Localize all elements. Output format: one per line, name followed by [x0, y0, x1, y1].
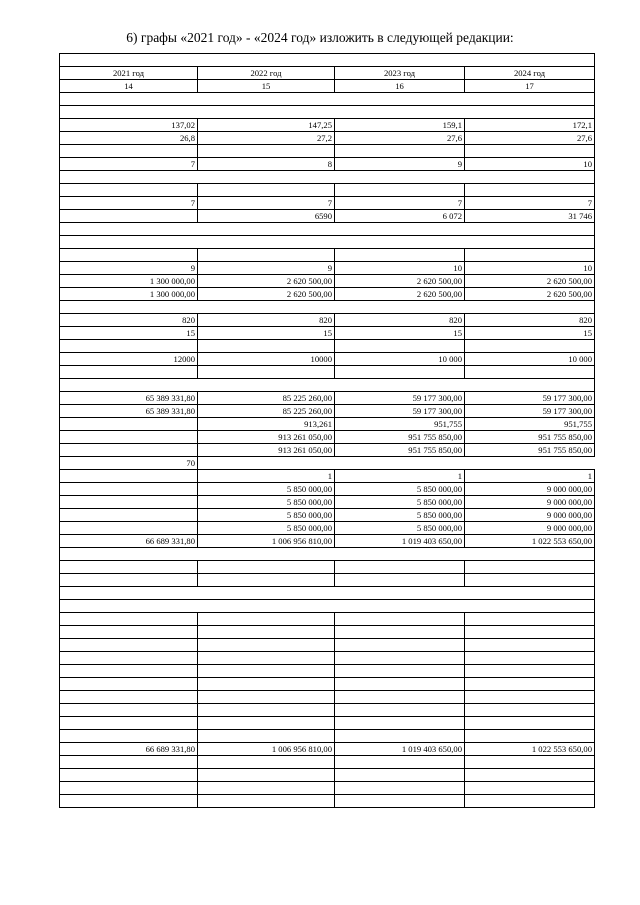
table-cell — [60, 483, 198, 496]
table-cell — [465, 93, 595, 106]
table-row — [60, 392, 595, 405]
table-cell: 7 — [335, 197, 465, 210]
table-row — [60, 275, 595, 288]
table-cell — [198, 756, 335, 769]
table-cell — [335, 171, 465, 184]
table-row — [60, 470, 595, 483]
table-cell — [335, 366, 465, 379]
table-row — [60, 366, 595, 379]
table-cell: 5 850 000,00 — [335, 509, 465, 522]
table-cell: 10 — [465, 158, 595, 171]
table-cell — [335, 379, 465, 392]
table-cell: 5 850 000,00 — [335, 496, 465, 509]
table-cell — [60, 418, 198, 431]
table-cell: 10 — [465, 262, 595, 275]
table-cell — [335, 704, 465, 717]
table-cell — [335, 145, 465, 158]
table-cell: 9 000 000,00 — [465, 496, 595, 509]
table-row — [60, 314, 595, 327]
table-cell — [465, 548, 595, 561]
table-cell — [465, 561, 595, 574]
table-cell — [60, 574, 198, 587]
amendment-heading: 6) графы «2021 год» - «2024 год» изложить в следующей редакции: — [126, 30, 514, 45]
table-cell — [198, 301, 335, 314]
table-cell: 951 755 850,00 — [335, 431, 465, 444]
table-cell — [60, 665, 198, 678]
table-cell — [60, 171, 198, 184]
table-cell — [465, 756, 595, 769]
table-cell: 7 — [465, 197, 595, 210]
table-cell — [60, 379, 198, 392]
table-row — [60, 171, 595, 184]
table-top-row — [60, 54, 595, 67]
table-cell — [198, 652, 335, 665]
table-row — [60, 574, 595, 587]
table-row — [60, 509, 595, 522]
table-row — [60, 249, 595, 262]
table-cell: 10 000 — [335, 353, 465, 366]
table-cell — [465, 340, 595, 353]
table-cell — [60, 249, 198, 262]
table-cell — [335, 678, 465, 691]
table-cell — [60, 223, 198, 236]
table-cell — [465, 587, 595, 600]
table-cell — [335, 730, 465, 743]
table-cell — [60, 613, 198, 626]
table-cell: 65 389 331,80 — [60, 405, 198, 418]
table-cell — [60, 366, 198, 379]
table-cell — [465, 366, 595, 379]
table-cell: 10 000 — [465, 353, 595, 366]
table-cell — [198, 93, 335, 106]
table-cell — [465, 769, 595, 782]
table-cell — [335, 691, 465, 704]
table-cell: 9 000 000,00 — [465, 483, 595, 496]
table-row — [60, 561, 595, 574]
table-cell: 5 850 000,00 — [198, 496, 335, 509]
table-cell: 26,8 — [60, 132, 198, 145]
table-cell: 951 755 850,00 — [465, 444, 595, 457]
table-cell — [198, 340, 335, 353]
table-row — [60, 743, 595, 756]
table-cell: 2 620 500,00 — [335, 288, 465, 301]
table-cell — [465, 730, 595, 743]
table-cell — [60, 93, 198, 106]
table-row — [60, 483, 595, 496]
table-cell — [60, 717, 198, 730]
table-cell — [60, 561, 198, 574]
table-cell — [335, 93, 465, 106]
table-row — [60, 496, 595, 509]
table-row — [60, 93, 595, 106]
table-cell — [335, 756, 465, 769]
table-cell: 27,6 — [465, 132, 595, 145]
table-cell — [198, 223, 335, 236]
column-header: 2021 год — [60, 67, 198, 80]
table-cell: 1 300 000,00 — [60, 275, 198, 288]
table-cell: 10000 — [198, 353, 335, 366]
table-cell — [198, 171, 335, 184]
table-row — [60, 535, 595, 548]
table-row — [60, 600, 595, 613]
table-cell — [60, 210, 198, 223]
table-cell: 5 850 000,00 — [335, 522, 465, 535]
table-cell — [335, 574, 465, 587]
table-cell — [60, 496, 198, 509]
table-cell — [60, 756, 198, 769]
table-cell: 951,755 — [335, 418, 465, 431]
table-cell — [335, 639, 465, 652]
table-cell: 159,1 — [335, 119, 465, 132]
table-row — [60, 704, 595, 717]
table-cell: 5 850 000,00 — [335, 483, 465, 496]
table-cell: 913 261 050,00 — [198, 444, 335, 457]
table-cell — [465, 639, 595, 652]
table-cell — [335, 613, 465, 626]
table-cell: 12000 — [60, 353, 198, 366]
table-row — [60, 236, 595, 249]
budget-table-body — [60, 54, 595, 808]
table-row — [60, 522, 595, 535]
table-row — [60, 613, 595, 626]
table-cell — [465, 782, 595, 795]
table-cell — [60, 301, 198, 314]
table-cell — [335, 782, 465, 795]
table-row — [60, 132, 595, 145]
table-cell — [198, 730, 335, 743]
table-cell: 7 — [198, 197, 335, 210]
table-cell — [198, 236, 335, 249]
table-row — [60, 665, 595, 678]
table-row — [60, 418, 595, 431]
table-row — [60, 691, 595, 704]
table-row — [60, 639, 595, 652]
table-cell — [198, 600, 335, 613]
column-header: 2023 год — [335, 67, 465, 80]
table-cell — [335, 561, 465, 574]
table-cell — [465, 249, 595, 262]
table-cell — [60, 548, 198, 561]
table-cell: 65 389 331,80 — [60, 392, 198, 405]
table-cell — [465, 171, 595, 184]
table-cell — [465, 795, 595, 808]
table-cell: 913,261 — [198, 418, 335, 431]
table-cell — [198, 366, 335, 379]
table-cell — [60, 431, 198, 444]
table-cell — [465, 600, 595, 613]
table-cell — [198, 769, 335, 782]
table-cell: 147,25 — [198, 119, 335, 132]
table-cell — [198, 665, 335, 678]
table-cell: 1 019 403 650,00 — [335, 535, 465, 548]
table-cell: 85 225 260,00 — [198, 392, 335, 405]
table-cell: 2 620 500,00 — [335, 275, 465, 288]
table-cell — [198, 561, 335, 574]
table-cell — [465, 652, 595, 665]
table-cell: 70 — [60, 457, 198, 470]
table-cell: 6590 — [198, 210, 335, 223]
budget-table — [59, 53, 595, 808]
table-cell — [60, 782, 198, 795]
table-cell — [335, 587, 465, 600]
table-cell: 1 — [465, 470, 595, 483]
table-cell: 172,1 — [465, 119, 595, 132]
table-cell: 913 261 050,00 — [198, 431, 335, 444]
table-cell — [198, 678, 335, 691]
table-row — [60, 587, 595, 600]
table-cell: 66 689 331,80 — [60, 535, 198, 548]
table-cell: 1 006 956 810,00 — [198, 743, 335, 756]
table-cell: 1 — [335, 470, 465, 483]
table-row — [60, 405, 595, 418]
table-row — [60, 782, 595, 795]
table-row — [60, 353, 595, 366]
table-row — [60, 119, 595, 132]
table-cell — [198, 184, 335, 197]
table-cell — [465, 145, 595, 158]
column-number: 14 — [60, 80, 198, 93]
table-cell — [465, 613, 595, 626]
table-row — [60, 626, 595, 639]
table-cell: 1 006 956 810,00 — [198, 535, 335, 548]
table-cell: 1 022 553 650,00 — [465, 535, 595, 548]
table-cell — [60, 340, 198, 353]
table-cell: 951 755 850,00 — [465, 431, 595, 444]
column-header-row — [60, 67, 595, 80]
table-cell — [60, 587, 198, 600]
table-cell — [198, 626, 335, 639]
table-row — [60, 197, 595, 210]
table-cell: 10 — [335, 262, 465, 275]
table-cell: 85 225 260,00 — [198, 405, 335, 418]
table-cell: 2 620 500,00 — [198, 288, 335, 301]
column-number: 15 — [198, 80, 335, 93]
table-cell — [60, 444, 198, 457]
table-cell: 820 — [335, 314, 465, 327]
table-cell — [198, 691, 335, 704]
table-cell — [198, 106, 335, 119]
table-cell — [465, 301, 595, 314]
table-cell — [198, 145, 335, 158]
table-cell — [335, 106, 465, 119]
table-row — [60, 301, 595, 314]
table-cell — [335, 769, 465, 782]
table-row — [60, 223, 595, 236]
table-cell — [335, 223, 465, 236]
table-row — [60, 756, 595, 769]
table-cell: 5 850 000,00 — [198, 483, 335, 496]
table-cell — [198, 782, 335, 795]
table-cell: 66 689 331,80 — [60, 743, 198, 756]
column-number: 16 — [335, 80, 465, 93]
table-cell: 1 300 000,00 — [60, 288, 198, 301]
table-cell — [60, 184, 198, 197]
table-cell — [198, 717, 335, 730]
table-cell: 951,755 — [465, 418, 595, 431]
table-cell: 820 — [198, 314, 335, 327]
table-cell — [60, 639, 198, 652]
table-cell — [198, 574, 335, 587]
table-cell: 951 755 850,00 — [335, 444, 465, 457]
table-cell — [60, 522, 198, 535]
table-cell: 8 — [198, 158, 335, 171]
table-cell — [465, 184, 595, 197]
table-cell: 5 850 000,00 — [198, 509, 335, 522]
table-row — [60, 379, 595, 392]
table-row — [60, 444, 595, 457]
table-cell: 15 — [335, 327, 465, 340]
table-cell: 59 177 300,00 — [465, 405, 595, 418]
table-cell — [335, 717, 465, 730]
table-row — [60, 340, 595, 353]
table-cell — [335, 249, 465, 262]
table-cell — [335, 652, 465, 665]
table-cell: 7 — [60, 197, 198, 210]
table-cell: 9 — [335, 158, 465, 171]
table-cell: 1 019 403 650,00 — [335, 743, 465, 756]
table-row — [60, 106, 595, 119]
table-row — [60, 327, 595, 340]
table-row — [60, 457, 595, 470]
table-cell — [335, 340, 465, 353]
table-cell: 7 — [60, 158, 198, 171]
table-cell — [60, 769, 198, 782]
table-row — [60, 184, 595, 197]
table-cell: 2 620 500,00 — [465, 288, 595, 301]
table-cell — [198, 795, 335, 808]
table-cell — [335, 600, 465, 613]
table-cell — [465, 379, 595, 392]
table-row — [60, 795, 595, 808]
table-cell — [198, 457, 595, 470]
table-cell: 1 022 553 650,00 — [465, 743, 595, 756]
column-header: 2022 год — [198, 67, 335, 80]
table-cell: 9 — [198, 262, 335, 275]
table-cell — [198, 639, 335, 652]
table-cell — [465, 626, 595, 639]
table-row — [60, 210, 595, 223]
table-cell — [60, 795, 198, 808]
table-cell — [465, 717, 595, 730]
table-cell — [198, 587, 335, 600]
table-cell — [60, 600, 198, 613]
table-cell — [465, 691, 595, 704]
table-cell — [198, 613, 335, 626]
table-cell: 820 — [465, 314, 595, 327]
table-cell — [198, 379, 335, 392]
table-cell — [60, 145, 198, 158]
table-cell — [465, 223, 595, 236]
table-cell — [335, 301, 465, 314]
table-cell — [60, 678, 198, 691]
column-number-row — [60, 80, 595, 93]
table-cell — [198, 704, 335, 717]
table-row — [60, 262, 595, 275]
table-cell — [60, 106, 198, 119]
table-row — [60, 678, 595, 691]
table-cell: 9 000 000,00 — [465, 522, 595, 535]
table-cell: 15 — [465, 327, 595, 340]
table-cell — [335, 795, 465, 808]
table-cell: 137,02 — [60, 119, 198, 132]
table-cell — [60, 626, 198, 639]
table-cell — [465, 574, 595, 587]
table-cell: 2 620 500,00 — [465, 275, 595, 288]
table-cell: 5 850 000,00 — [198, 522, 335, 535]
table-cell — [60, 652, 198, 665]
table-row — [60, 548, 595, 561]
table-cell — [335, 548, 465, 561]
table-cell: 1 — [198, 470, 335, 483]
table-row — [60, 431, 595, 444]
table-cell: 15 — [60, 327, 198, 340]
table-row — [60, 288, 595, 301]
table-cell — [60, 509, 198, 522]
table-cell — [465, 106, 595, 119]
table-cell — [465, 665, 595, 678]
table-cell: 59 177 300,00 — [335, 405, 465, 418]
table-cell — [335, 665, 465, 678]
table-row — [60, 145, 595, 158]
table-cell — [335, 626, 465, 639]
table-cell — [465, 678, 595, 691]
table-row — [60, 730, 595, 743]
table-cell: 9 000 000,00 — [465, 509, 595, 522]
table-cell — [60, 470, 198, 483]
table-cell — [198, 249, 335, 262]
table-cell: 2 620 500,00 — [198, 275, 335, 288]
table-cell — [465, 236, 595, 249]
table-cell — [60, 704, 198, 717]
table-cell: 59 177 300,00 — [465, 392, 595, 405]
table-row — [60, 158, 595, 171]
table-cell: 15 — [198, 327, 335, 340]
table-cell — [60, 730, 198, 743]
table-cell: 6 072 — [335, 210, 465, 223]
table-cell: 27,2 — [198, 132, 335, 145]
table-cell: 27,6 — [335, 132, 465, 145]
column-header: 2024 год — [465, 67, 595, 80]
table-cell: 59 177 300,00 — [335, 392, 465, 405]
column-number: 17 — [465, 80, 595, 93]
table-cell — [335, 184, 465, 197]
table-cell: 9 — [60, 262, 198, 275]
table-cell — [465, 704, 595, 717]
table-cell — [198, 548, 335, 561]
table-cell: 31 746 — [465, 210, 595, 223]
table-row — [60, 717, 595, 730]
table-cell — [60, 236, 198, 249]
table-row — [60, 769, 595, 782]
table-row — [60, 652, 595, 665]
table-cell — [60, 691, 198, 704]
table-cell: 820 — [60, 314, 198, 327]
table-cell — [335, 236, 465, 249]
